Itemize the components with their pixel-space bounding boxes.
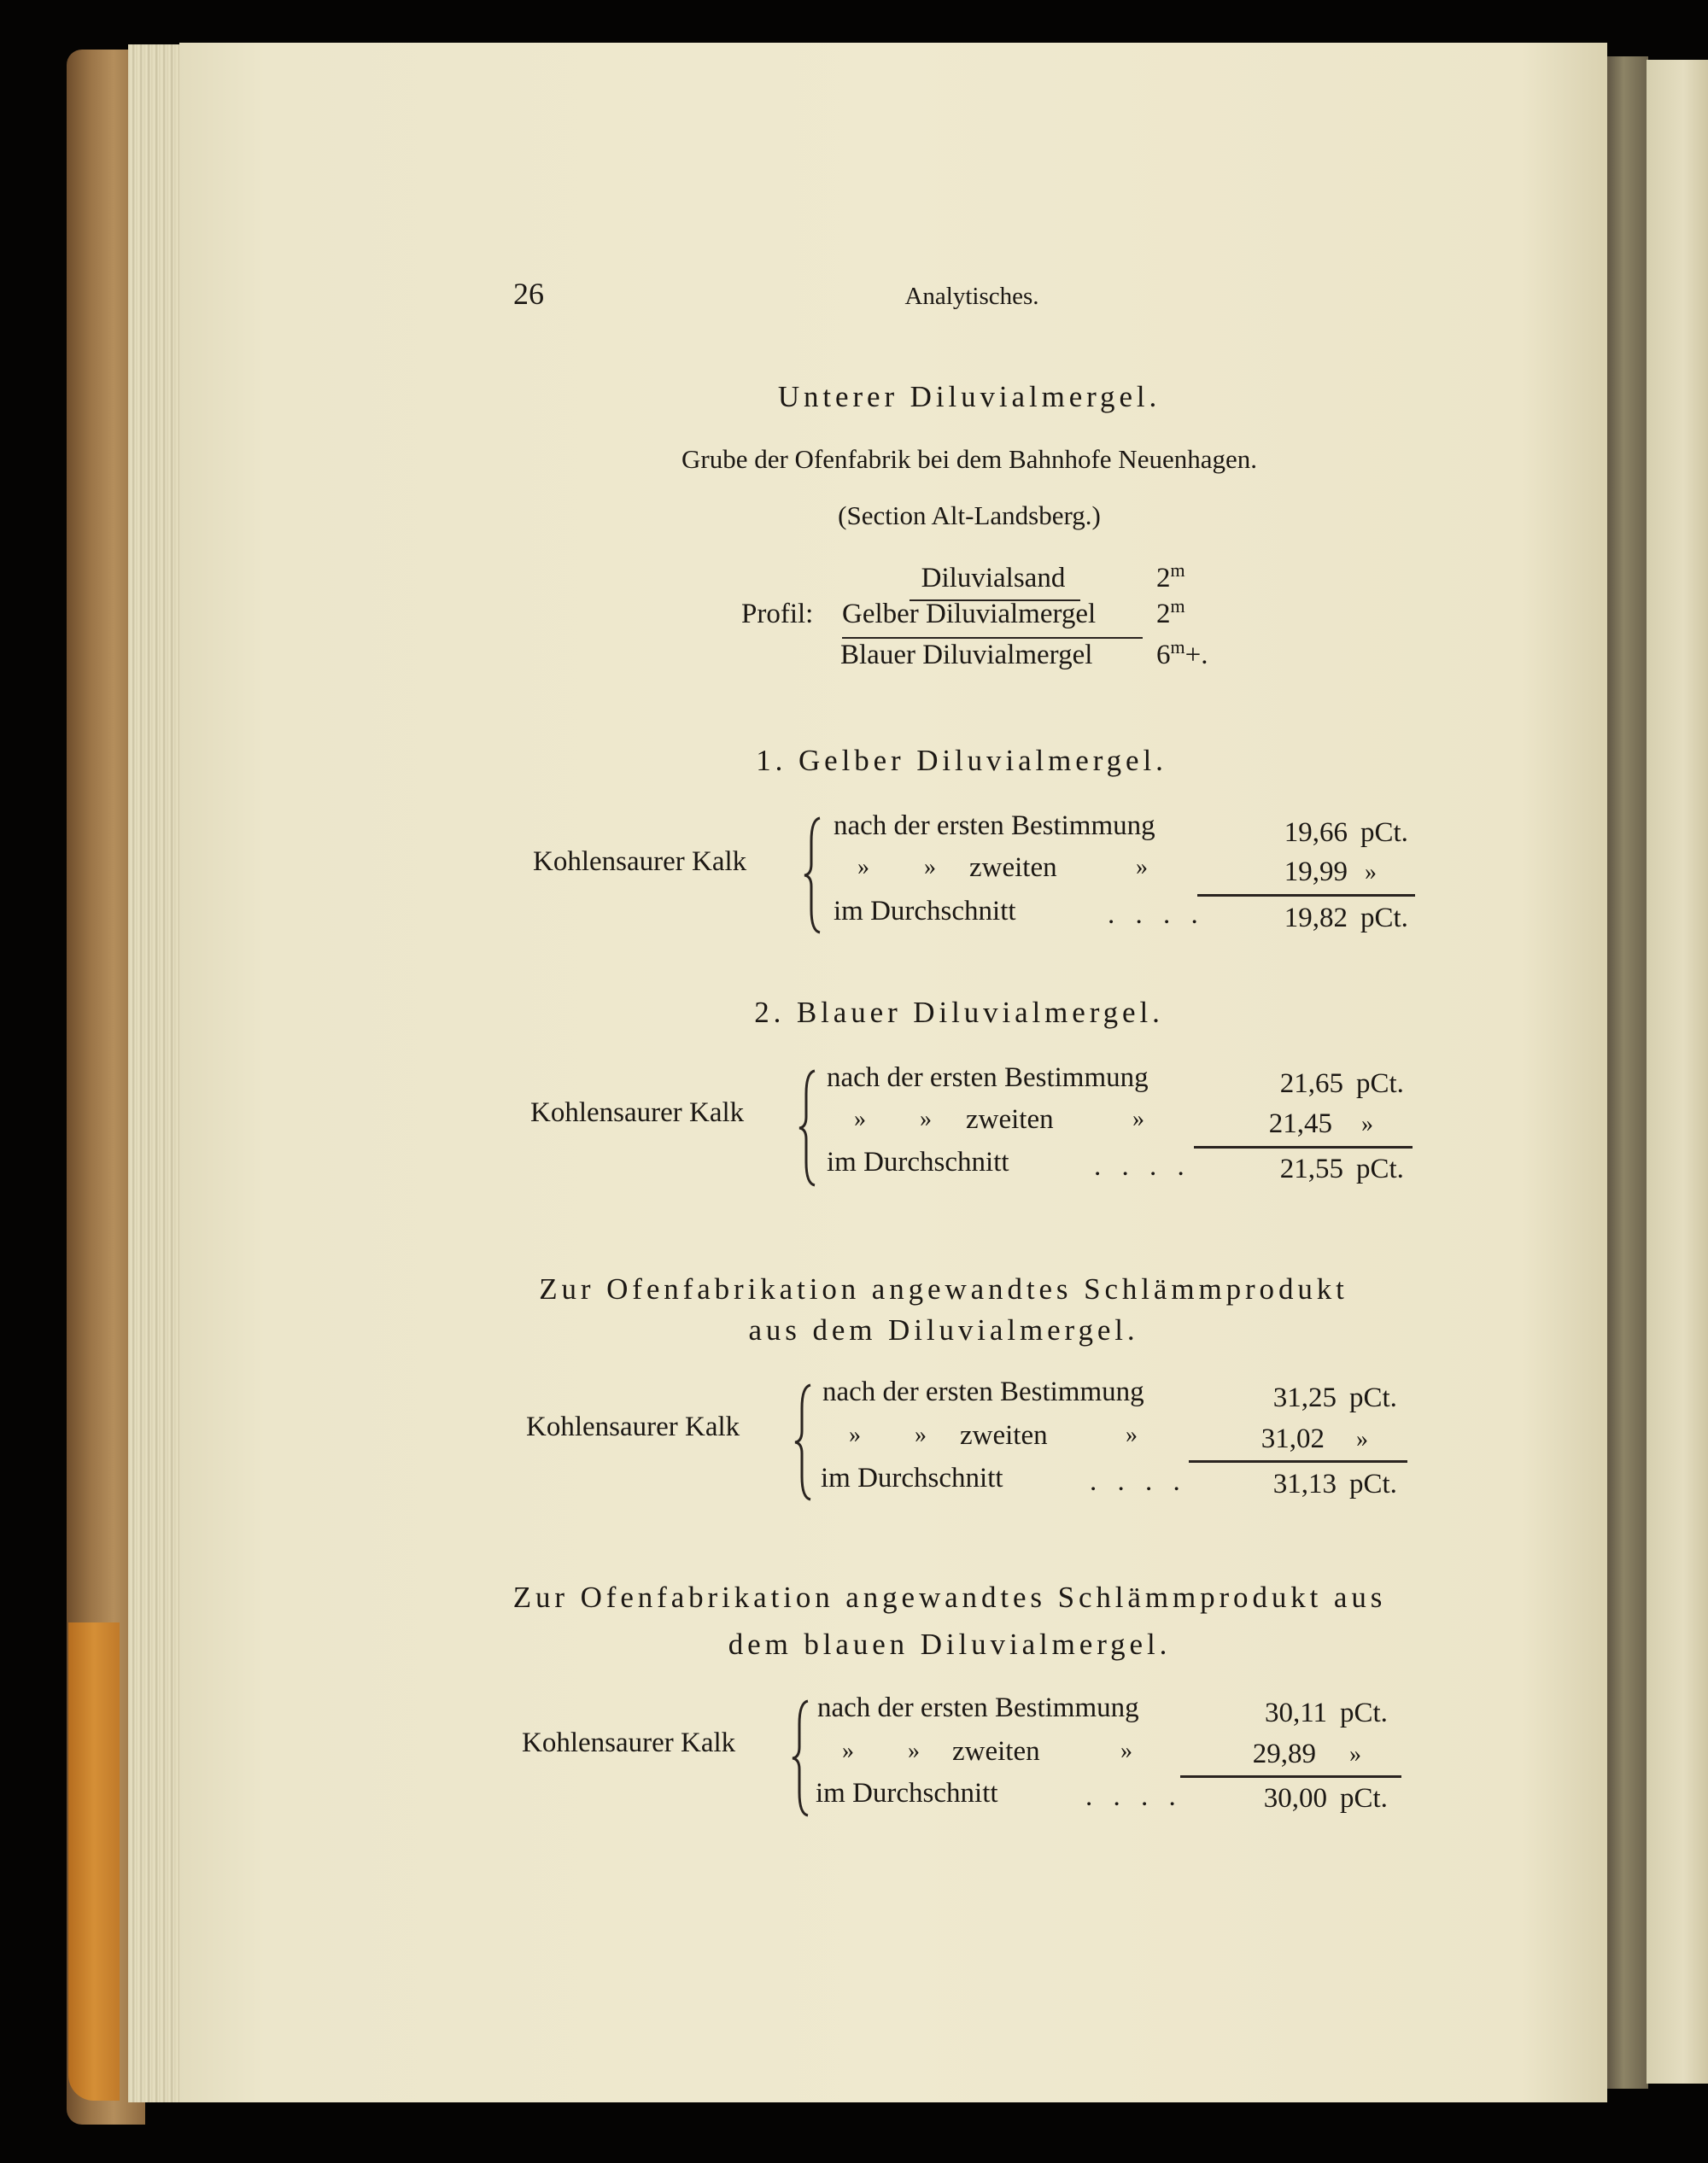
measurement-label: nach der ersten Bestimmung — [827, 1062, 1149, 1093]
profile-thickness: 2$^m$ — [1156, 595, 1185, 629]
average-label: im Durchschnitt — [827, 1147, 1009, 1178]
measurement-label: nach der ersten Bestimmung — [817, 1692, 1139, 1723]
ditto-mark: » — [1120, 1738, 1132, 1764]
profile-rule — [842, 637, 1143, 639]
measurement-label: zweiten — [969, 852, 1057, 883]
measurement-unit: » — [1349, 1741, 1361, 1768]
profile-layer-name: Blauer Diluvialmergel — [840, 640, 1093, 670]
analysis-label: Kohlensaurer Kalk — [530, 1097, 745, 1128]
measurement-value: 21,45 — [1268, 1108, 1332, 1139]
measurement-value: 19,66 — [1284, 817, 1348, 848]
measurement-label: nach der ersten Bestimmung — [822, 1377, 1144, 1407]
ditto-mark: » — [920, 1106, 932, 1132]
average-label: im Durchschnitt — [834, 896, 1016, 927]
measurement-value: 31,02 — [1261, 1423, 1325, 1454]
measurement-label: nach der ersten Bestimmung — [834, 810, 1155, 841]
curly-brace-icon — [798, 1064, 823, 1192]
analysis-heading: 2. Blauer Diluvialmergel. — [754, 996, 1164, 1029]
curly-brace-icon — [803, 811, 828, 939]
measurement-value: 29,89 — [1252, 1739, 1316, 1769]
ditto-mark: » — [857, 854, 869, 880]
measurement-value: 30,11 — [1264, 1698, 1327, 1728]
sum-rule — [1194, 1146, 1413, 1149]
average-label: im Durchschnitt — [821, 1463, 1003, 1494]
leader-dots: . . . . — [1090, 1466, 1180, 1497]
analysis-heading: Zur Ofenfabrikation angewandtes Schlämmprodukt aus — [512, 1581, 1387, 1614]
book-cover-edge — [68, 1622, 120, 2101]
analysis-heading-continued: dem blauen Diluvialmergel. — [728, 1628, 1172, 1661]
leader-dots: . . . . — [1085, 1781, 1176, 1812]
measurement-unit: » — [1356, 1426, 1368, 1453]
average-unit: pCt. — [1360, 903, 1408, 933]
measurement-unit: pCt. — [1349, 1383, 1397, 1413]
running-title: Analytisches. — [904, 283, 1039, 310]
average-unit: pCt. — [1349, 1469, 1397, 1499]
analysis-heading-continued: aus dem Diluvialmergel. — [748, 1313, 1139, 1347]
ditto-mark: » — [915, 1422, 927, 1448]
measurement-unit: pCt. — [1360, 817, 1408, 848]
average-value: 31,13 — [1272, 1469, 1337, 1499]
curly-brace-icon — [791, 1694, 816, 1822]
profile-thickness: $6^m+$. — [1156, 636, 1208, 670]
ditto-mark: » — [1132, 1106, 1144, 1132]
measurement-unit: pCt. — [1340, 1698, 1388, 1728]
average-label: im Durchschnitt — [816, 1778, 998, 1809]
measurement-unit: » — [1361, 1111, 1373, 1137]
measurement-value: 31,25 — [1272, 1383, 1337, 1413]
average-value: 19,82 — [1284, 903, 1348, 933]
sum-rule — [1189, 1460, 1407, 1463]
profile-layer-name: Gelber Diluvialmergel — [842, 599, 1097, 629]
measurement-label: zweiten — [960, 1420, 1048, 1451]
average-unit: pCt. — [1356, 1154, 1404, 1184]
measurement-unit: pCt. — [1356, 1068, 1404, 1099]
leader-dots: . . . . — [1094, 1151, 1184, 1182]
profile-label: Profil: — [741, 599, 814, 629]
analysis-label: Kohlensaurer Kalk — [533, 846, 747, 877]
curly-brace-icon — [793, 1378, 819, 1506]
measurement-value: 19,99 — [1284, 856, 1348, 887]
measurement-label: zweiten — [966, 1104, 1054, 1135]
profile-layer-name: Diluvialsand — [921, 563, 1066, 593]
analysis-label: Kohlensaurer Kalk — [522, 1727, 736, 1758]
measurement-label: zweiten — [952, 1736, 1040, 1767]
section-title: Unterer Diluvialmergel. — [777, 380, 1161, 413]
average-value: 21,55 — [1279, 1154, 1343, 1184]
ditto-mark: » — [849, 1422, 861, 1448]
book-gutter — [1607, 56, 1648, 2089]
ditto-mark: » — [854, 1106, 866, 1132]
section-location: Grube der Ofenfabrik bei dem Bahnhofe Neuenhagen. — [681, 444, 1257, 474]
average-unit: pCt. — [1340, 1783, 1388, 1814]
sum-rule — [1197, 894, 1415, 897]
section-note: (Section Alt-Landsberg.) — [838, 500, 1101, 530]
average-value: 30,00 — [1263, 1783, 1327, 1814]
ditto-mark: » — [924, 854, 936, 880]
ditto-mark: » — [1126, 1422, 1138, 1448]
profile-thickness: 2$^m$ — [1156, 559, 1185, 593]
sum-rule — [1180, 1775, 1401, 1778]
measurement-unit: » — [1365, 859, 1377, 886]
facing-page-edge — [1647, 60, 1708, 2084]
ditto-mark: » — [908, 1738, 920, 1764]
measurement-value: 21,65 — [1279, 1068, 1343, 1099]
ditto-mark: » — [1136, 854, 1148, 880]
analysis-heading: 1. Gelber Diluvialmergel. — [756, 744, 1167, 777]
analysis-heading: Zur Ofenfabrikation angewandtes Schlämmprodukt — [539, 1272, 1348, 1306]
ditto-mark: » — [842, 1738, 854, 1764]
page-number: 26 — [513, 277, 544, 311]
analysis-label: Kohlensaurer Kalk — [526, 1412, 740, 1442]
leader-dots: . . . . — [1108, 899, 1198, 930]
